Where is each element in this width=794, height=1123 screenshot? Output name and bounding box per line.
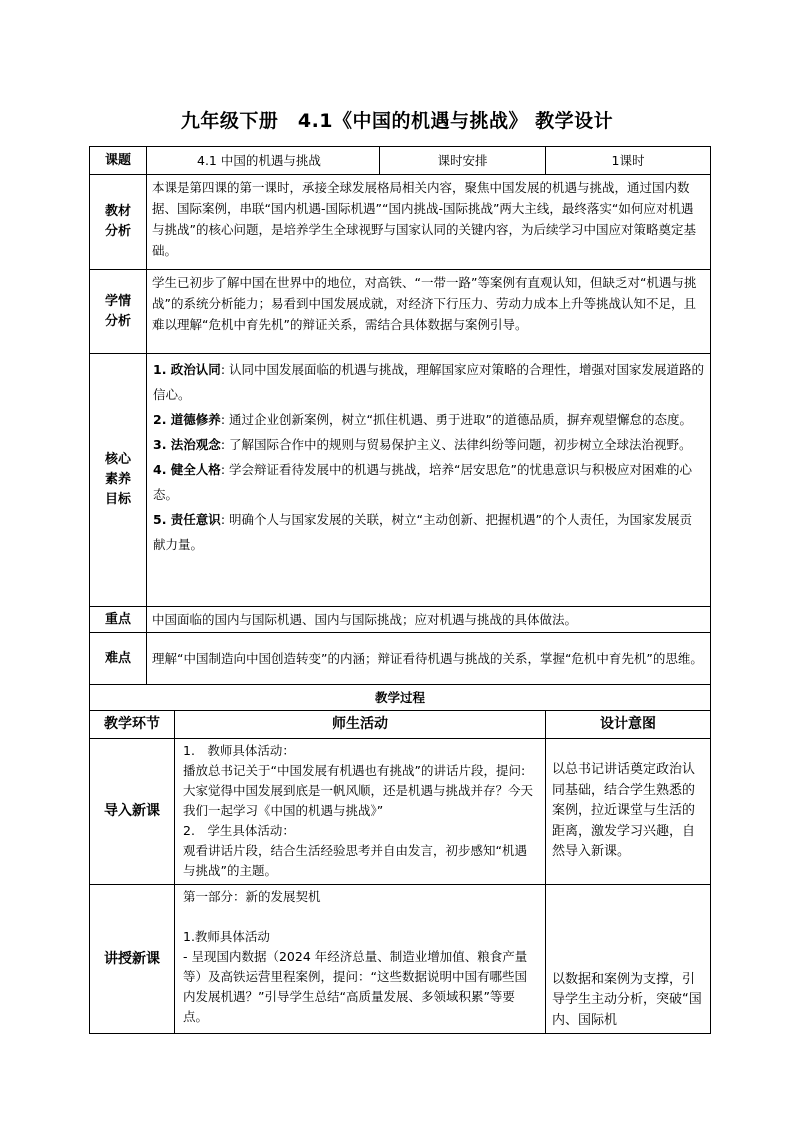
col-intent-header: 设计意图 bbox=[546, 711, 711, 739]
lesson-title-cell: 4.1 中国的机遇与挑战 bbox=[147, 147, 380, 175]
material-label: 教材 分析 bbox=[90, 175, 147, 270]
page-title: 九年级下册 4.1《中国的机遇与挑战》 教学设计 bbox=[180, 110, 614, 132]
material-text: 本课是第四课的第一课时，承接全球发展格局相关内容，聚焦中国发展的机遇与挑战，通过国内数据、国际案例，串联“国内机遇-国际机遇”“国内挑战-国际挑战”两大主线，最终落实“如何应对机遇与挑战”的核心问题，是培养学生全球视野与国家认同的关键内容，为后续学习中国应对策略奠定基础。 bbox=[147, 175, 711, 270]
goals-list bbox=[147, 354, 711, 607]
goal-item: 2. 道德修养: 通过企业创新案例，树立“抓住机遇、勇于进取”的道德品质，摒弃观望懈怠的态度。 bbox=[153, 412, 692, 427]
topic-label: 课题 bbox=[90, 147, 147, 175]
goal-item: 4. 健全人格: 学会辩证看待发展中的机遇与挑战，培养“居安思危”的忧患意识与积极应对困难的心态。 bbox=[153, 462, 692, 502]
students-label: 学情 分析 bbox=[90, 270, 147, 354]
goal-item: 3. 法治观念: 了解国际合作中的规则与贸易保护主义、法律纠纷等问题，初步树立全球法治视野。 bbox=[153, 437, 692, 452]
intent-intro: 以总书记讲话奠定政治认同基础，结合学生熟悉的案例，拉近课堂与生活的距离，激发学习兴趣，自然导入新课。 bbox=[546, 739, 711, 885]
intent-teaching: 以数据和案例为支撑，引导学生主动分析，突破“国内、国际机 bbox=[546, 885, 711, 1034]
difficulties-label: 难点 bbox=[90, 633, 147, 685]
goals-label: 核心 素养 目标 bbox=[90, 354, 147, 607]
key-points-text: 中国面临的国内与国际机遇、国内与国际挑战；应对机遇与挑战的具体做法。 bbox=[147, 607, 711, 633]
process-title: 教学过程 bbox=[90, 685, 711, 711]
goal-item: 5. 责任意识: 明确个人与国家发展的关联，树立“主动创新、把握机遇”的个人责任，为国家发展贡献力量。 bbox=[153, 512, 692, 552]
students-text: 学生已初步了解中国在世界中的地位，对高铁、“一带一路”等案例有直观认知，但缺乏对“机遇与挑战”的系统分析能力；易看到中国发展成就，对经济下行压力、劳动力成本上升等挑战认知不足，且难以理解“危机中育先机”的辩证关系，需结合具体数据与案例引导。 bbox=[147, 270, 711, 354]
lesson-plan-table bbox=[89, 146, 711, 1034]
goal-item: 1. 政治认同: 认同中国发展面临的机遇与挑战，理解国家应对策略的合理性，增强对国家发展道路的信心。 bbox=[153, 362, 704, 402]
schedule-value: 1课时 bbox=[546, 147, 711, 175]
schedule-label: 课时安排 bbox=[380, 147, 546, 175]
stage-intro: 导入新课 bbox=[90, 739, 175, 885]
col-activity-header: 师生活动 bbox=[175, 711, 546, 739]
activity-intro: 1. 教师具体活动： 播放总书记关于“中国发展有机遇也有挑战”的讲话片段，提问: 大家觉得中国发展到底是一帆风顺，还是机遇与挑战并存？今天我们一起学习《中国的机遇与挑战》” 2. 学生具体活动： 观看讲话片段，结合生活经验思考并自由发言，初步感知“机遇与挑战”的主题。 bbox=[175, 739, 546, 885]
activity-teaching: 第一部分：新的发展契机 1.教师具体活动 - 呈现国内数据（2024 年经济总量、制造业增加值、粮食产量等）及高铁运营里程案例，提问：“这些数据说明中国有哪些国内发展机遇？”引导学生总结“高质量发展、多领域积累”等要点。 bbox=[175, 885, 546, 1034]
stage-teaching: 讲授新课 bbox=[90, 885, 175, 1034]
key-points-label: 重点 bbox=[90, 607, 147, 633]
difficulties-text: 理解“中国制造向中国创造转变”的内涵；辩证看待机遇与挑战的关系，掌握“危机中育先机”的思维。 bbox=[147, 633, 711, 685]
col-stage-header: 教学环节 bbox=[90, 711, 175, 739]
